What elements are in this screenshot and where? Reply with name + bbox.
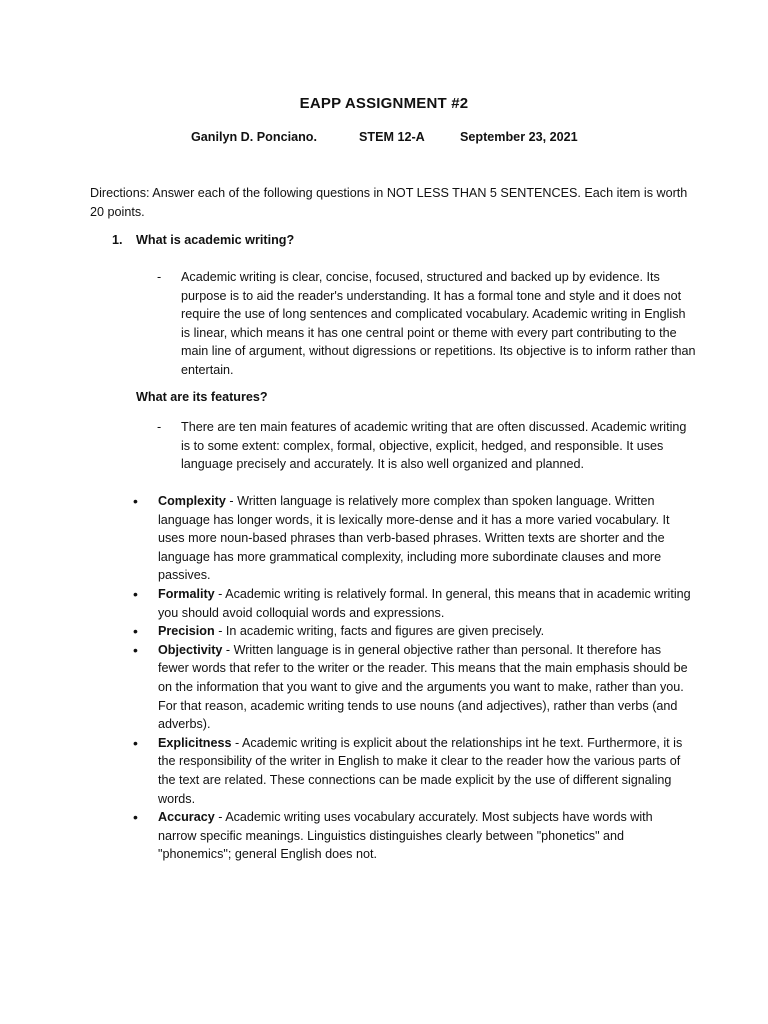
features-heading: What are its features? (136, 390, 268, 404)
feature-term: Explicitness (158, 735, 232, 750)
answer-1 (157, 268, 697, 380)
bullet-marker: • (133, 585, 138, 602)
assignment-date: September 23, 2021 (460, 130, 578, 144)
list-item (133, 585, 693, 622)
feature-text: - Academic writing is explicit about the relationships int he text. Furthermore, it is the responsibility of the writer in English to make it clear to the reader how the various parts of the text are related. These connections can be made explicit by the use of different signaling words. (158, 735, 683, 806)
feature-term: Accuracy (158, 810, 215, 825)
bullet-marker: • (133, 734, 138, 751)
bullet-marker: • (133, 809, 138, 826)
feature-text: - Academic writing uses vocabulary accurately. Most subjects have words with narrow specific meanings. Linguistics distinguishes clearly between "phonetics" and "phonemics"; general English does not. (158, 810, 653, 862)
question-number: 1. (112, 233, 123, 247)
answer-1-text: Academic writing is clear, concise, focused, structured and backed up by evidence. Its purpose is to aid the reader's understanding. It has a formal tone and style and it does not require the use of long sentences and complicated vocabulary. Academic writing in English is linear, which means it has one central point or theme with every part contributing to the main line of argument, without digressions or repetitions. Its objective is to inform rather than entertain. (181, 270, 696, 377)
bullet-marker: • (133, 623, 138, 640)
question-text: What is academic writing? (136, 233, 295, 247)
feature-text: - Written language is in general objective rather than personal. It therefore has fewer words that refer to the writer or the reader. This means that the main emphasis should be on the information that you want to give and the arguments you want to make, rather than you. For that reason, academic writing tends to use nouns (and adjectives), rather than verbs (and adverbs). (158, 642, 688, 732)
answer-2 (157, 418, 697, 474)
student-name: Ganilyn D. Ponciano. (191, 130, 317, 144)
feature-term: Precision (158, 624, 215, 639)
list-item (133, 734, 693, 808)
feature-text: - Written language is relatively more complex than spoken language. Written language has longer words, it is lexically more-dense and it has a more varied vocabulary. It uses more noun-based phrases than verb-based phrases. Written texts are shorter and the language has more grammatical complexity, including more subordinate clauses and more passives. (158, 494, 670, 583)
feature-text: - In academic writing, facts and figures are given precisely. (214, 624, 545, 639)
bullet-marker: • (133, 493, 138, 509)
student-section: STEM 12-A (359, 130, 425, 144)
list-item (133, 641, 693, 734)
directions-text: Directions: Answer each of the following questions in NOT LESS THAN 5 SENTENCES. Each item is worth 20 points. (90, 186, 688, 219)
answer-2-text: There are ten main features of academic writing that are often discussed. Academic writing is to some extent: complex, formal, objective, explicit, hedged, and responsible. It uses language precisely and accurately. It is also well organized and planned. (181, 420, 687, 472)
list-item (133, 808, 693, 864)
question-1 (112, 233, 294, 247)
feature-text: - Academic writing is relatively formal. In general, this means that in academic writing you should avoid colloquial words and expressions. (158, 586, 691, 620)
dash-marker: - (157, 420, 162, 434)
features-list (133, 492, 693, 864)
dash-marker: - (157, 270, 162, 284)
feature-term: Complexity (158, 494, 226, 508)
feature-term: Objectivity (158, 642, 223, 657)
document-title: EAPP ASSIGNMENT #2 (299, 95, 469, 112)
list-item (133, 622, 693, 641)
list-item (133, 492, 693, 585)
bullet-marker: • (133, 641, 138, 658)
feature-term: Formality (158, 586, 215, 601)
